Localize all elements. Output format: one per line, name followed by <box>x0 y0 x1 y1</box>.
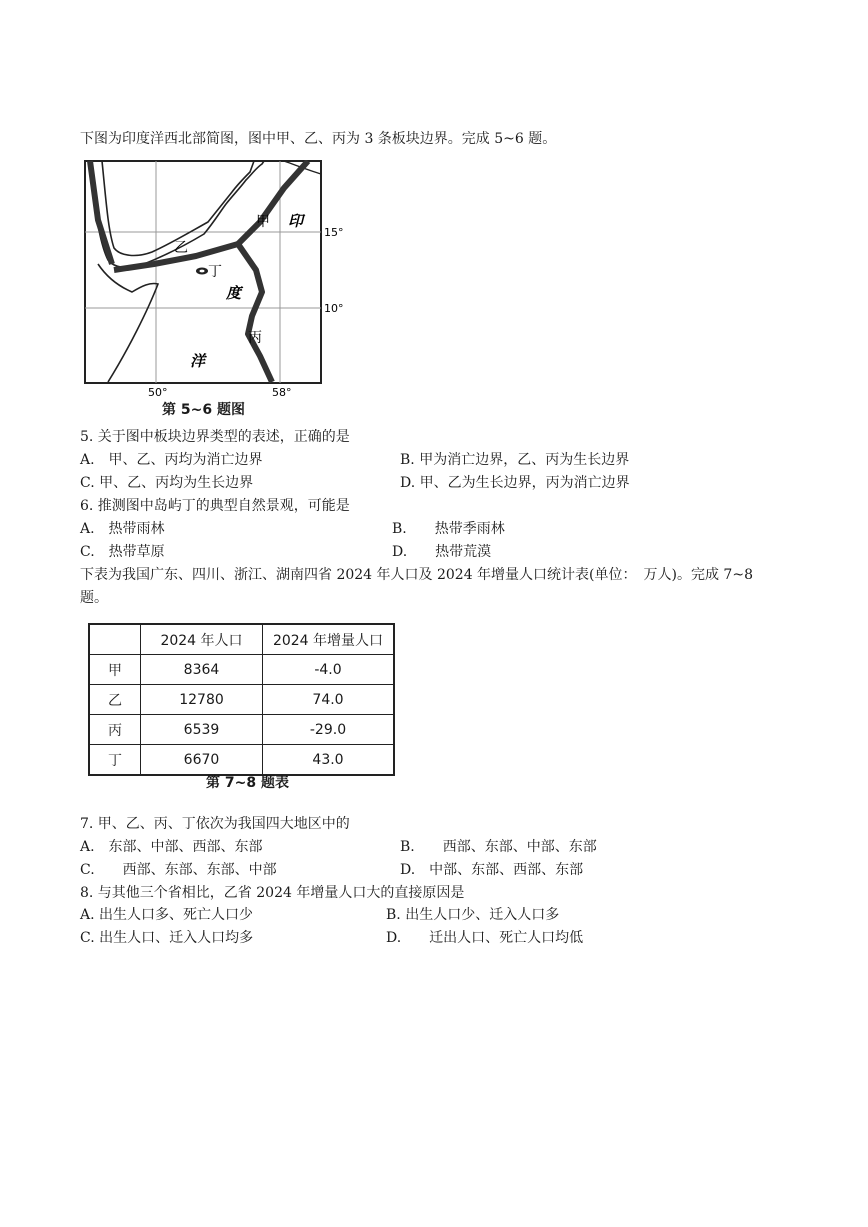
table-row <box>89 655 394 685</box>
q8-option-d[interactable]: D. 迁出人口、死亡人口均低 <box>386 930 584 946</box>
q6-option-a[interactable]: A. 热带雨林 <box>80 521 165 537</box>
boundary-bing <box>238 244 272 382</box>
table-cell: 43.0 <box>263 745 395 776</box>
q5-option-a[interactable]: A. 甲、乙、丙均为消亡边界 <box>80 452 263 468</box>
q7-option-b[interactable]: B. 西部、东部、中部、东部 <box>400 839 597 855</box>
q8-option-c[interactable]: C. 出生人口、迁入人口均多 <box>80 930 254 946</box>
label-jia: 甲 <box>256 214 270 230</box>
intro-text-table: 下表为我国广东、四川、浙江、湖南四省 2024 年人口及 2024 年增量人口统计表(单位： 万人)。完成 7~8 <box>80 567 753 583</box>
table-cell: -4.0 <box>263 655 395 685</box>
table-cell: 6539 <box>141 715 263 745</box>
q7-option-c[interactable]: C. 西部、东部、东部、中部 <box>80 862 277 878</box>
q8-option-a[interactable]: A. 出生人口多、死亡人口少 <box>80 907 254 923</box>
indian-ocean-map <box>84 160 346 400</box>
q5-option-d[interactable]: D. 甲、乙为生长边界，丙为消亡边界 <box>400 475 630 491</box>
label-du: 度 <box>226 284 242 302</box>
intro-text-map: 下图为印度洋西北部简图，图中甲、乙、丙为 3 条板块边界。完成 5~6 题。 <box>80 131 557 147</box>
table-cell: 74.0 <box>263 685 395 715</box>
label-ding: 丁 <box>208 264 222 280</box>
q8-stem: 8. 与其他三个省相比，乙省 2024 年增量人口大的直接原因是 <box>80 885 465 901</box>
q5-stem: 5. 关于图中板块边界类型的表述，正确的是 <box>80 429 350 445</box>
label-yin: 印 <box>288 212 304 230</box>
table-row <box>89 685 394 715</box>
table-header-cell: 2024 年人口 <box>141 624 263 655</box>
q8-option-b[interactable]: B. 出生人口少、迁入人口多 <box>386 907 560 923</box>
map-caption: 第 5~6 题图 <box>162 402 245 418</box>
coastline-somalia <box>98 264 158 382</box>
label-lat-15: 15° <box>324 226 344 239</box>
label-lat-10: 10° <box>324 302 344 315</box>
population-table <box>88 623 395 776</box>
q7-option-d[interactable]: D. 中部、东部、西部、东部 <box>400 862 584 878</box>
q6-option-d[interactable]: D. 热带荒漠 <box>392 544 492 560</box>
q5-option-b[interactable]: B. 甲为消亡边界，乙、丙为生长边界 <box>400 452 630 468</box>
table-header-cell <box>89 624 141 655</box>
boundary-west <box>90 161 112 264</box>
table-cell: -29.0 <box>263 715 395 745</box>
table-cell: 甲 <box>89 655 141 685</box>
table-cell: 丙 <box>89 715 141 745</box>
q5-option-c[interactable]: C. 甲、乙、丙均为生长边界 <box>80 475 254 491</box>
label-yi: 乙 <box>174 240 188 256</box>
table-cell: 12780 <box>141 685 263 715</box>
q7-option-a[interactable]: A. 东部、中部、西部、东部 <box>80 839 263 855</box>
table-header-cell: 2024 年增量人口 <box>263 624 395 655</box>
q6-option-c[interactable]: C. 热带草原 <box>80 544 165 560</box>
label-yang: 洋 <box>190 352 206 370</box>
intro-text-table-cont: 题。 <box>80 590 108 606</box>
label-bing: 丙 <box>248 330 262 346</box>
table-cell: 6670 <box>141 745 263 776</box>
q6-option-b[interactable]: B. 热带季雨林 <box>392 521 505 537</box>
table-row <box>89 715 394 745</box>
table-cell: 丁 <box>89 745 141 776</box>
table-header-row <box>89 624 394 655</box>
label-lon-58: 58° <box>272 386 292 399</box>
q6-stem: 6. 推测图中岛屿丁的典型自然景观，可能是 <box>80 498 350 514</box>
table-row <box>89 745 394 776</box>
table-caption: 第 7~8 题表 <box>206 775 289 791</box>
table-cell: 乙 <box>89 685 141 715</box>
label-lon-50: 50° <box>148 386 168 399</box>
table-cell: 8364 <box>141 655 263 685</box>
q7-stem: 7. 甲、乙、丙、丁依次为我国四大地区中的 <box>80 816 350 832</box>
